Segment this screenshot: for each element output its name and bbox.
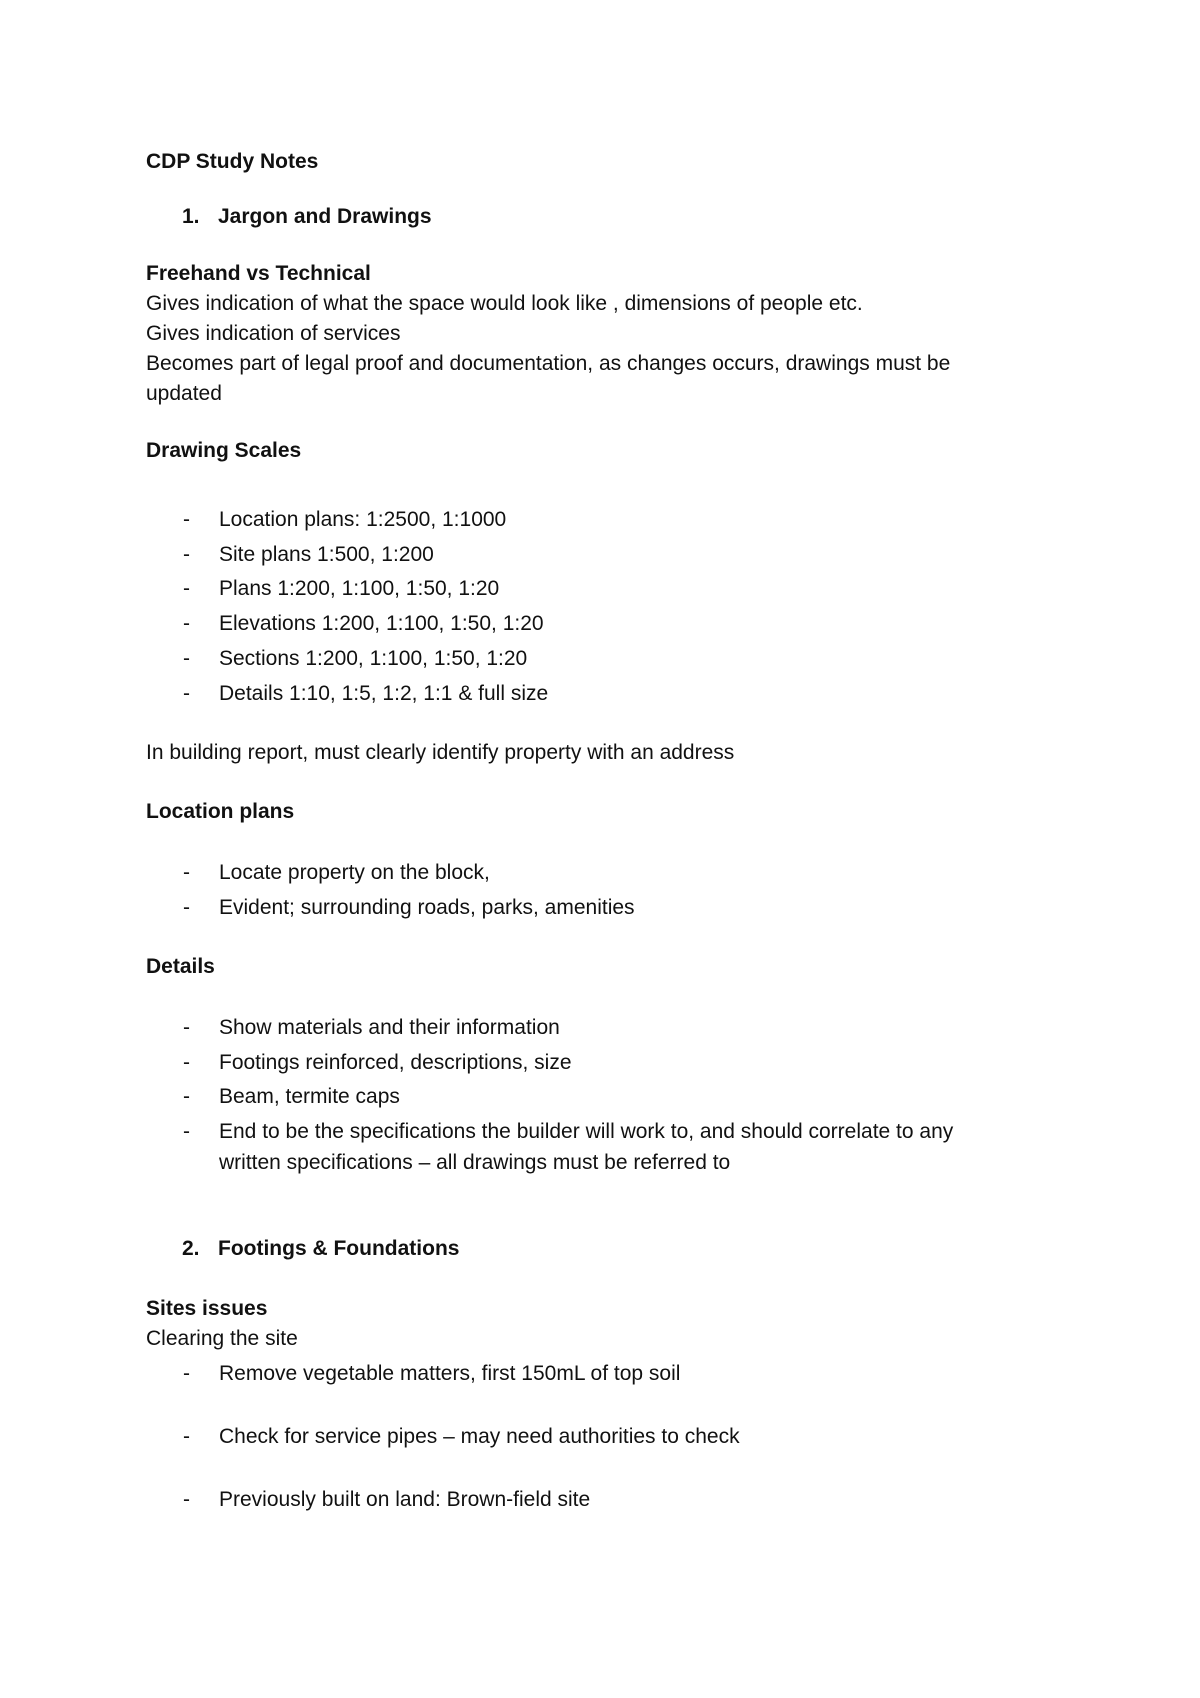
list-item: Locate property on the block, [219,861,490,884]
section-number: 2. [182,1237,200,1260]
text-line: Becomes part of legal proof and documentation, as changes occurs, drawings must be [146,352,951,375]
list-item: Site plans 1:500, 1:200 [219,543,434,566]
bullet-marker: - [183,612,190,635]
list-item: End to be the specifications the builder will work to, and should correlate to any [219,1120,954,1143]
list-item: Check for service pipes – may need authorities to check [219,1425,740,1448]
bullet-marker: - [183,861,190,884]
bullet-marker: - [183,1051,190,1074]
document-title: CDP Study Notes [146,150,319,173]
list-item: Location plans: 1:2500, 1:1000 [219,508,507,531]
text-line: Clearing the site [146,1327,298,1350]
list-item: Previously built on land: Brown-field site [219,1488,591,1511]
bullet-marker: - [183,1362,190,1385]
bullet-marker: - [183,1120,190,1143]
section-title: Footings & Foundations [218,1237,460,1260]
list-item-continuation: written specifications – all drawings must be referred to [219,1151,731,1174]
text-line: In building report, must clearly identify property with an address [146,741,735,764]
bullet-marker: - [183,1016,190,1039]
section-heading [182,1234,459,1264]
list-item: Evident; surrounding roads, parks, amenities [219,896,635,919]
bullet-marker: - [183,1488,190,1511]
list-item: Footings reinforced, descriptions, size [219,1051,572,1074]
section-number: 1. [182,205,200,228]
subheading: Drawing Scales [146,439,302,462]
subheading: Details [146,955,215,978]
list-item: Sections 1:200, 1:100, 1:50, 1:20 [219,647,528,670]
list-item: Details 1:10, 1:5, 1:2, 1:1 & full size [219,682,549,705]
bullet-marker: - [183,1425,190,1448]
bullet-marker: - [183,1085,190,1108]
list-item: Remove vegetable matters, first 150mL of top soil [219,1362,681,1385]
section-title: Jargon and Drawings [218,205,432,228]
text-line: updated [146,382,222,405]
bullet-marker: - [183,508,190,531]
subheading: Freehand vs Technical [146,262,371,285]
subheading: Sites issues [146,1297,268,1320]
bullet-marker: - [183,577,190,600]
bullet-marker: - [183,682,190,705]
bullet-marker: - [183,647,190,670]
subheading: Location plans [146,800,295,823]
text-line: Gives indication of what the space would look like , dimensions of people etc. [146,292,863,315]
bullet-marker: - [183,543,190,566]
list-item: Elevations 1:200, 1:100, 1:50, 1:20 [219,612,544,635]
list-item: Show materials and their information [219,1016,560,1039]
list-item: Beam, termite caps [219,1085,400,1108]
section-heading [182,202,432,232]
list-item: Plans 1:200, 1:100, 1:50, 1:20 [219,577,500,600]
bullet-marker: - [183,896,190,919]
text-line: Gives indication of services [146,322,401,345]
